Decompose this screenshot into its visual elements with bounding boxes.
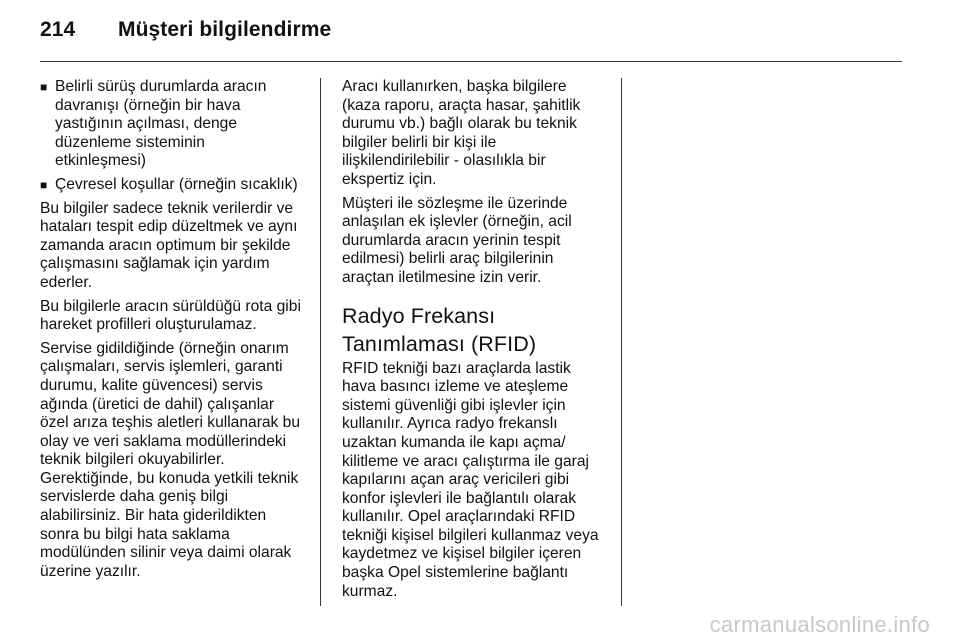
text-line: teknik bilgileri okuyabilirler.	[40, 451, 225, 469]
text-line: ekspertiz için.	[342, 170, 437, 188]
heading-line: Tanımlaması (RFID)	[342, 331, 537, 356]
text-line: hataları tespit edip düzeltmek ve aynı	[40, 218, 298, 236]
header-rule	[40, 61, 902, 62]
text-line: sonra bu bilgi hata saklama	[40, 525, 230, 543]
text-line: özel arıza teşhis aletleri kullanarak bu	[40, 414, 301, 432]
text-line: ederler.	[40, 273, 93, 291]
text-line: alabilirsiniz. Bir hata giderildikten	[40, 507, 267, 525]
text-line: kapılarını açan araç vericileri gibi	[342, 471, 570, 489]
text-line: bilgiler belirli bir kişi ile	[342, 133, 497, 151]
text-line: kurmaz.	[342, 582, 398, 600]
text-line: Aracı kullanırken, başka bilgilere	[342, 78, 567, 95]
right-column	[342, 78, 610, 606]
text-line: araçtan iletilmesine izin verir.	[342, 268, 542, 286]
text-line: Gerektiğinde, bu konuda yetkili teknik	[40, 469, 299, 487]
section-heading	[342, 302, 610, 358]
text-line: zamanda aracın optimum bir şekilde	[40, 236, 291, 254]
text-line: davranışı (örneğin bir hava	[55, 96, 241, 114]
text-line: kilitleme ve aracı çalıştırma ile garaj	[342, 452, 589, 470]
page-header	[40, 18, 331, 46]
text-line: çalışmaları, servis işlemleri, garanti	[40, 358, 283, 376]
text-line: durumlarda aracın yerinin tespit	[342, 231, 561, 249]
watermark[interactable]: carmanualsonline.info	[709, 612, 930, 637]
text-line: başka Opel sistemlerine bağlantı	[342, 564, 569, 582]
text-line: modülünden silinir veya daimi olarak	[40, 544, 292, 562]
text-line: çalışmasını sağlamak için yardım	[40, 255, 270, 273]
text-line: üzerine yazılır.	[40, 562, 141, 580]
text-line: yastığının açılması, denge	[55, 115, 238, 133]
text-line: olay ve veri saklama modüllerindeki	[40, 432, 287, 450]
text-line: anlaşılan ek işlevler (örneğin, acil	[342, 213, 572, 231]
page-title: Müşteri bilgilendirme	[118, 18, 332, 41]
text-line: sistemi güvenliği gibi işlevler için	[342, 396, 566, 414]
text-line: kullanılır. Opel araçlarındaki RFID	[342, 508, 576, 526]
text-line: düzenleme sisteminin	[55, 133, 205, 151]
text-line: Müşteri ile sözleşme ile üzerinde	[342, 194, 568, 212]
paragraph	[342, 78, 610, 190]
text-line: kaydetmez ve kişisel bilgiler içeren	[342, 545, 582, 563]
paragraph	[40, 470, 308, 582]
text-line: edilmesi) belirli araç bilgilerinin	[342, 250, 554, 268]
text-line: hava basıncı izleme ve ateşleme	[342, 378, 569, 396]
text-line: RFID tekniği bazı araçlarda lastik	[342, 359, 571, 377]
column-divider	[320, 78, 321, 606]
text-line: ağında (üretici de dahil) çalışanlar	[40, 395, 275, 413]
text-line: servislerde daha geniş bilgi	[40, 488, 229, 506]
page-number: 214	[40, 18, 76, 41]
paragraph	[342, 195, 610, 288]
text-line: Çevresel koşullar (örneğin sıcaklık)	[55, 175, 298, 193]
text-line: durumu, kalite güvencesi) servis	[40, 376, 263, 394]
text-line: kullanılır. Ayrıca radyo frekanslı	[342, 415, 558, 433]
paragraph	[342, 360, 610, 602]
paragraph	[40, 340, 308, 470]
text-line: uzaktan kumanda ile kapı açma/	[342, 433, 566, 451]
text-line: durumu vb.) bağlı olarak bu teknik	[342, 115, 577, 133]
text-line: konfor işlevleri ile bağlantılı olarak	[342, 489, 577, 507]
bullet-item	[40, 78, 308, 171]
text-line: Belirli sürüş durumlarda aracın	[55, 78, 267, 95]
column-divider	[621, 78, 622, 606]
text-line: Bu bilgiler sadece teknik verilerdir ve	[40, 199, 294, 217]
text-line: Servise gidildiğinde (örneğin onarım	[40, 339, 289, 357]
text-line: ilişkilendirilebilir - olasılıkla bir	[342, 152, 546, 170]
bullet-square-icon: ■	[40, 80, 48, 94]
text-line: hareket profilleri oluşturulamaz.	[40, 316, 257, 334]
paragraph	[40, 298, 308, 335]
left-column	[40, 78, 308, 586]
text-line: tekniği kişisel bilgileri kullanmaz veya	[342, 526, 599, 544]
heading-line: Radyo Frekansı	[342, 303, 496, 328]
bullet-item	[40, 176, 308, 195]
paragraph	[40, 200, 308, 293]
text-line: Bu bilgilerle aracın sürüldüğü rota gibi	[40, 297, 301, 315]
bullet-square-icon: ■	[40, 177, 48, 192]
text-line: etkinleşmesi)	[55, 152, 146, 170]
text-line: (kaza raporu, araçta hasar, şahitlik	[342, 96, 581, 114]
